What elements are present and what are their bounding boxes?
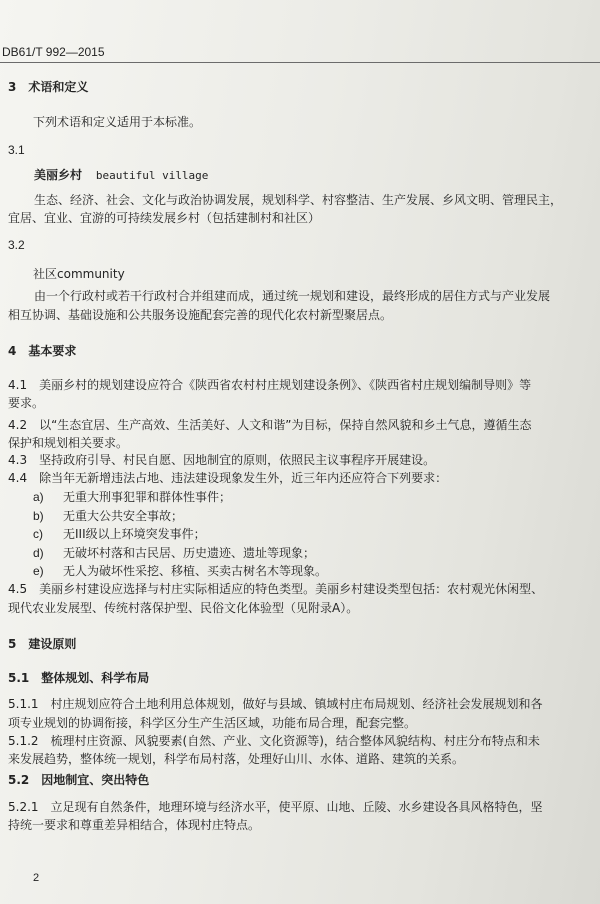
document-code: DB61/T 992—2015 [2, 45, 105, 59]
list-item [33, 526, 206, 542]
term-3-1-definition-line-2: 宜居、宜业、宜游的可持续发展乡村（包括建制村和社区） [8, 211, 321, 225]
clause-4-5-line-1: 4.5 美丽乡村建设应选择与村庄实际相适应的特色类型。美丽乡村建设类型包括：农村观光休闲型、 [8, 582, 544, 596]
list-item-text: 无破坏村落和古民居、历史遗迹、遗址等现象； [63, 546, 316, 560]
clause-5-2-1-line-2: 持统一要求和尊重差异相结合，体现村庄特点。 [8, 818, 261, 832]
list-item [33, 508, 183, 524]
term-3-1-definition-line-1: 生态、经济、社会、文化与政治协调发展，规划科学、村容整洁、生产发展、乡风文明、管理民主， [34, 193, 563, 207]
term-3-1-en: beautiful village [95, 169, 209, 182]
clause-5-1-2-line-2: 来发展趋势，整体统一规划，科学布局村落，处理好山川、水体、道路、建筑的关系。 [8, 752, 465, 766]
term-3-1-heading [34, 167, 208, 184]
list-item [33, 545, 315, 561]
clause-4-1-line-2: 要求。 [8, 396, 45, 410]
clause-5-1-1-line-1: 5.1.1 村庄规划应符合土地利用总体规划，做好与县域、镇域村庄布局规划、经济社会发展规划和各 [8, 697, 543, 711]
section-3-title: 3 术语和定义 [8, 80, 89, 94]
clause-4-1-line-1: 4.1 美丽乡村的规划建设应符合《陕西省农村村庄规划建设条例》、《陕西省村庄规划编制导则》等 [8, 378, 532, 392]
subsection-5-1-title: 5.1 整体规划、科学布局 [8, 671, 150, 685]
list-item-text: 无重大公共安全事故； [63, 509, 184, 523]
list-item [33, 563, 327, 579]
list-item-tag: d) [33, 546, 44, 560]
list-item-text: 无人为破坏性采挖、移植、买卖古树名木等现象。 [63, 564, 328, 578]
term-3-1-zh: 美丽乡村 [34, 168, 83, 182]
term-3-1-number: 3.1 [8, 143, 25, 157]
list-item [33, 489, 231, 505]
header-rule [0, 62, 600, 63]
clause-5-1-1-line-2: 项专业规划的协调衔接，科学区分生产生活区域，功能布局合理，配套完整。 [8, 716, 417, 730]
term-3-2-definition-line-2: 相互协调、基础设施和公共服务设施配套完善的现代化农村新型聚居点。 [8, 308, 393, 322]
list-item-tag: a) [33, 490, 44, 504]
term-3-2-definition-line-1: 由一个行政村或若干行政村合并组建而成，通过统一规划和建设，最终形成的居住方式与产业发展 [34, 289, 551, 303]
clause-4-3: 4.3 坚持政府引导、村民自愿、因地制宜的原则，依照民主议事程序开展建设。 [8, 453, 436, 467]
clause-4-5-line-2: 现代农业发展型、传统村落保护型、民俗文化体验型（见附录A）。 [8, 601, 359, 615]
clause-4-4: 4.4 除当年无新增违法占地、违法建设现象发生外，近三年内还应符合下列要求： [8, 471, 448, 485]
term-3-2-heading: 社区community [33, 267, 125, 281]
list-item-text: 无重大刑事犯罪和群体性事件； [63, 490, 232, 504]
clause-4-2-line-1: 4.2 以“生态宜居、生产高效、生活美好、人文和谐”为目标，保持自然风貌和乡土气息，遵循生态 [8, 418, 532, 432]
section-3-intro: 下列术语和定义适用于本标准。 [33, 115, 202, 129]
list-item-text: 无III级以上环境突发事件； [63, 527, 206, 541]
list-item-tag: e) [33, 564, 44, 578]
list-item-tag: c) [33, 527, 43, 541]
section-5-title: 5 建设原则 [8, 637, 77, 651]
subsection-5-2-title: 5.2 因地制宜、突出特色 [8, 773, 150, 787]
clause-4-2-line-2: 保护和规划相关要求。 [8, 436, 129, 450]
list-item-tag: b) [33, 509, 44, 523]
term-3-2-number: 3.2 [8, 238, 25, 252]
clause-5-2-1-line-1: 5.2.1 立足现有自然条件，地理环境与经济水平，使平原、山地、丘陵、水乡建设各具风格特色，坚 [8, 800, 543, 814]
section-4-title: 4 基本要求 [8, 344, 77, 358]
clause-5-1-2-line-1: 5.1.2 梳理村庄资源、风貌要素(自然、产业、文化资源等)，结合整体风貌结构、村庄分布特点和未 [8, 734, 540, 748]
page-number: 2 [33, 872, 40, 884]
